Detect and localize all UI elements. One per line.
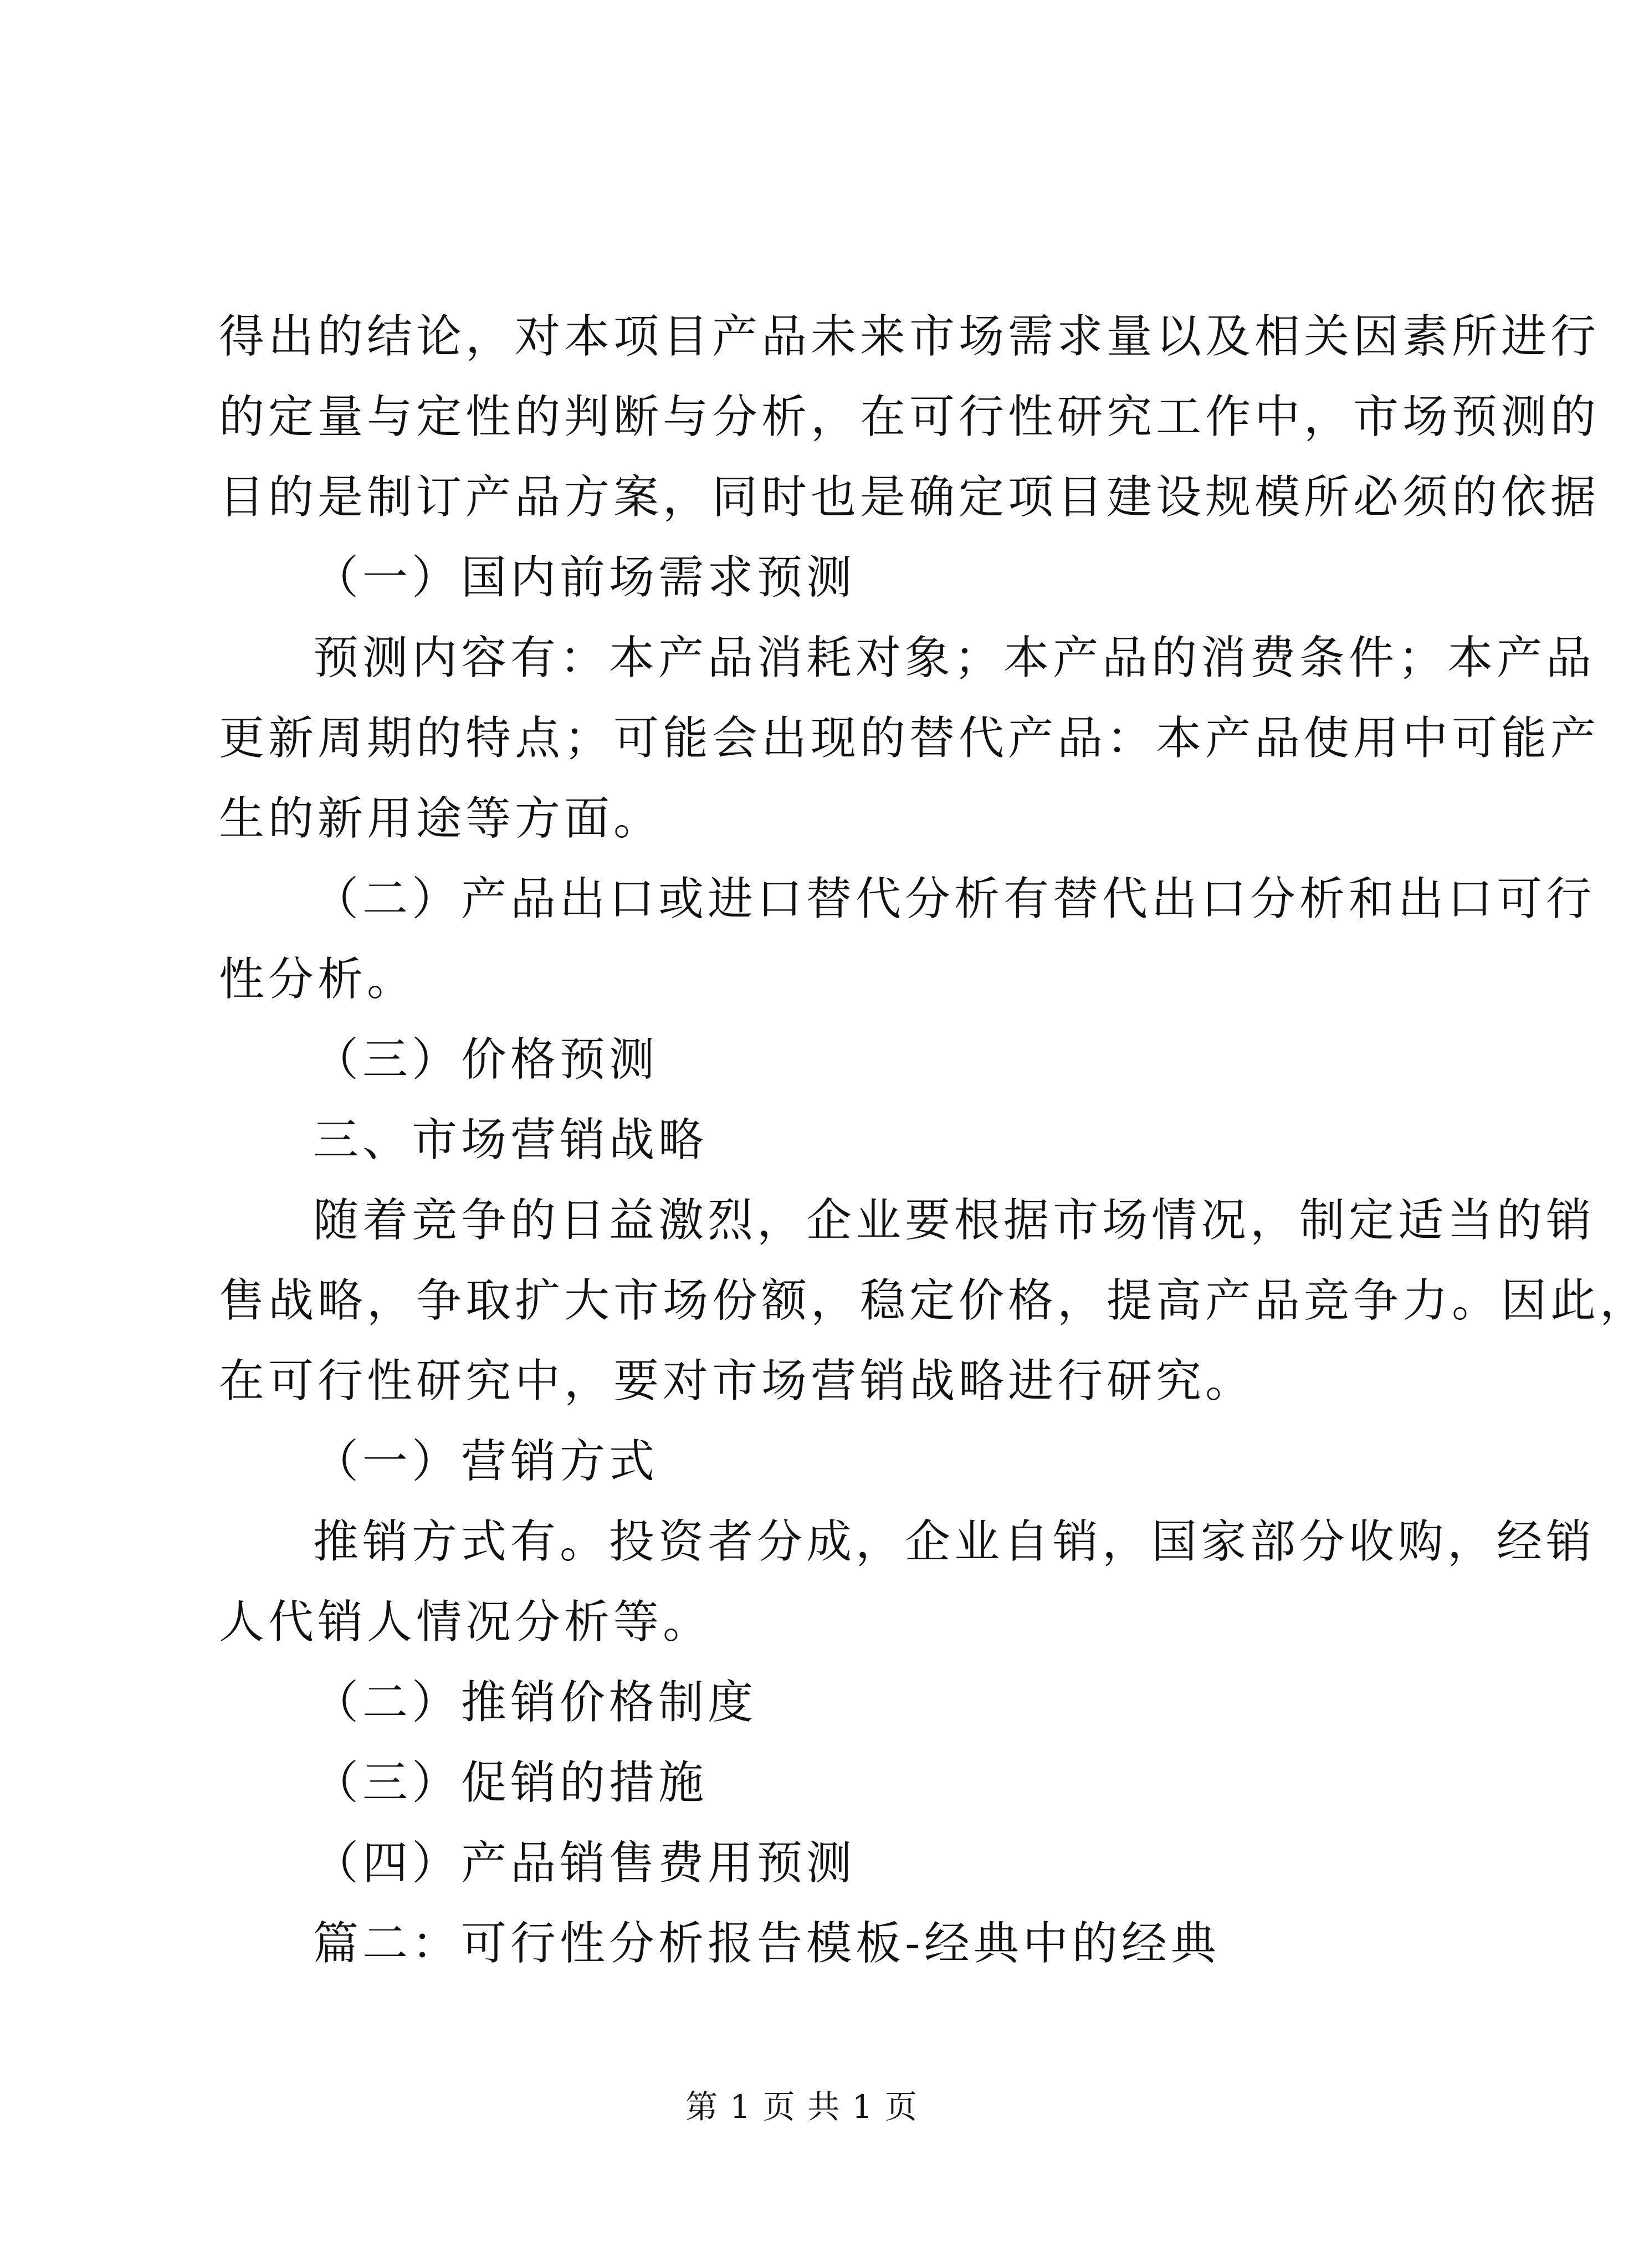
- paragraph-line: 随着竞争的日益激烈，企业要根据市场情况，制定适当的销: [313, 1194, 1596, 1247]
- paragraph-line: 得出的结论，对本项目产品未来市场需求量以及相关因素所进行: [219, 310, 1600, 363]
- paragraph-line: （二）产品出口或进口替代分析有替代出口分析和出口可行: [313, 873, 1596, 925]
- section-heading: （一）国内前场需求预测: [313, 551, 856, 604]
- paragraph-line: 售战略，争取扩大市场份额，稳定价格，提高产品竞争力。因此，: [219, 1274, 1649, 1327]
- section-heading: （一）营销方式: [313, 1435, 659, 1488]
- paragraph-line: 人代销人情况分析等。: [219, 1596, 713, 1648]
- paragraph-line: 推销方式有。投资者分成，企业自销，国家部分收购，经销: [313, 1516, 1596, 1568]
- section-heading: （四）产品销售费用预测: [313, 1837, 856, 1890]
- paragraph-line: 更新周期的特点；可能会出现的替代产品：本产品使用中可能产: [219, 712, 1600, 765]
- paragraph-line: 的定量与定性的判断与分析，在可行性研究工作中，市场预测的: [219, 391, 1600, 443]
- chapter-heading: 三、市场营销战略: [313, 1114, 708, 1166]
- paragraph-line: 目的是制订产品方案，同时也是确定项目建设规模所必须的依据: [219, 471, 1600, 524]
- section-heading: （三）促销的措施: [313, 1757, 708, 1809]
- paragraph-line: 性分析。: [219, 953, 417, 1006]
- paragraph-line: 预测内容有：本产品消耗对象；本产品的消费条件；本产品: [313, 632, 1596, 684]
- paragraph-line: 在可行性研究中，要对市场营销战略进行研究。: [219, 1355, 1255, 1407]
- paragraph-line: 生的新用途等方面。: [219, 792, 663, 845]
- section-heading: （二）推销价格制度: [313, 1676, 757, 1729]
- document-body: [219, 296, 1649, 1984]
- part-heading: 篇二：可行性分析报告模板-经典中的经典: [313, 1917, 1220, 1970]
- section-heading: （三）价格预测: [313, 1033, 659, 1086]
- page-number-footer: 第 1 页 共 1 页: [685, 2088, 918, 2126]
